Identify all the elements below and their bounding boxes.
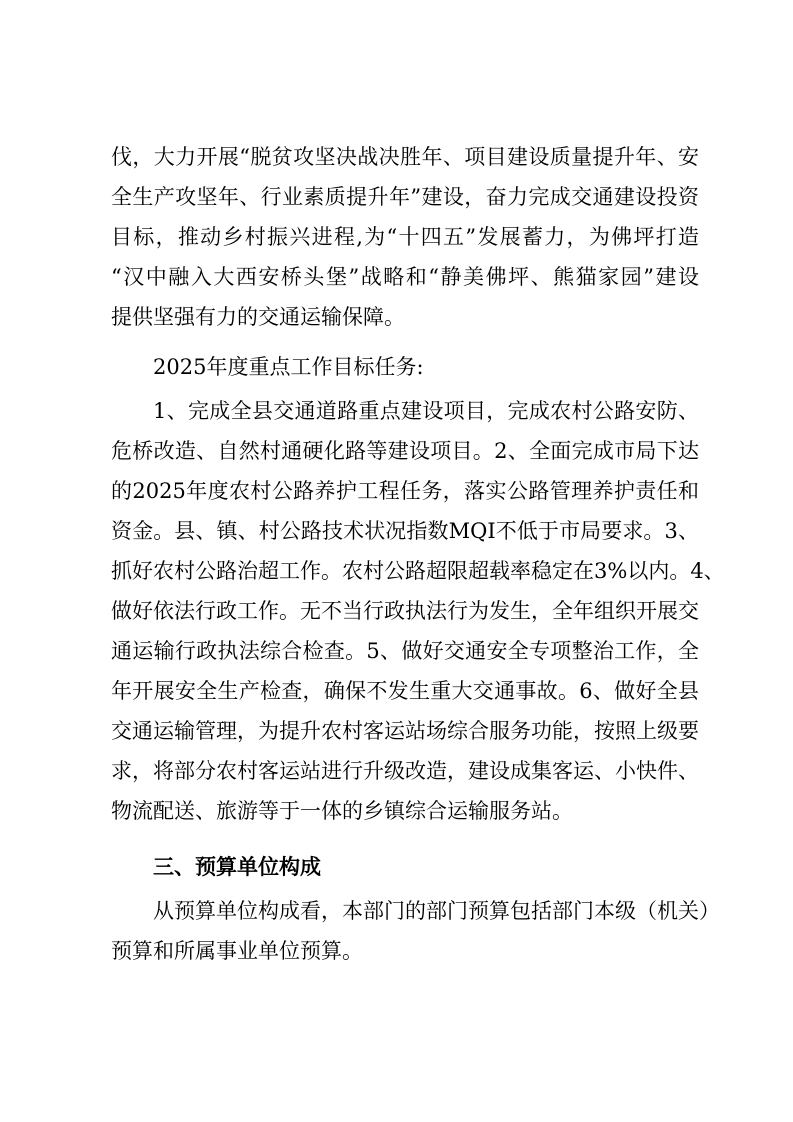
section-heading: 三、预算单位构成	[153, 855, 321, 879]
intro-line-5: 提供坚强有力的交通运输保障。	[111, 305, 405, 329]
tasks-line-3: 的2025年度农村公路养护工程任务，落实公路管理养护责任和	[111, 479, 699, 503]
tasks-line-10: 求，将部分农村客运站进行升级改造，建设成集客运、小快件、	[111, 759, 699, 783]
tasks-line-4: 资金。县、镇、村公路技术状况指数MQI不低于市局要求。3、	[111, 519, 699, 543]
section-line-1: 从预算单位构成看，本部门的部门预算包括部门本级（机关）	[153, 899, 720, 923]
intro-line-4: “汉中融入大西安桥头堡”战略和“静美佛坪、熊猫家园”建设	[111, 265, 699, 289]
tasks-line-1: 1、完成全县交通道路重点建设项目，完成农村公路安防、	[153, 399, 699, 423]
tasks-line-8: 年开展安全生产检查，确保不发生重大交通事故。6、做好全县	[111, 679, 699, 703]
tasks-line-2: 危桥改造、自然村通硬化路等建设项目。2、全面完成市局下达	[111, 439, 699, 463]
tasks-line-7: 通运输行政执法综合检查。5、做好交通安全专项整治工作，全	[111, 639, 699, 663]
tasks-line-6: 做好依法行政工作。无不当行政执法行为发生，全年组织开展交	[111, 599, 699, 623]
tasks-line-9: 交通运输管理，为提升农村客运站场综合服务功能，按照上级要	[111, 719, 699, 743]
tasks-line-11: 物流配送、旅游等于一体的乡镇综合运输服务站。	[111, 799, 573, 823]
tasks-line-5: 抓好农村公路治超工作。农村公路超限超载率稳定在3%以内。4、	[111, 559, 725, 583]
intro-line-3: 目标，推动乡村振兴进程,为“十四五”发展蓄力，为佛坪打造	[111, 225, 699, 249]
intro-line-2: 全生产攻坚年、行业素质提升年”建设，奋力完成交通建设投资	[111, 185, 699, 209]
intro-line-1: 伐，大力开展“脱贫攻坚决战决胜年、项目建设质量提升年、安	[111, 145, 699, 169]
section-line-2: 预算和所属事业单位预算。	[111, 939, 363, 963]
tasks-title: 2025年度重点工作目标任务:	[153, 355, 424, 379]
